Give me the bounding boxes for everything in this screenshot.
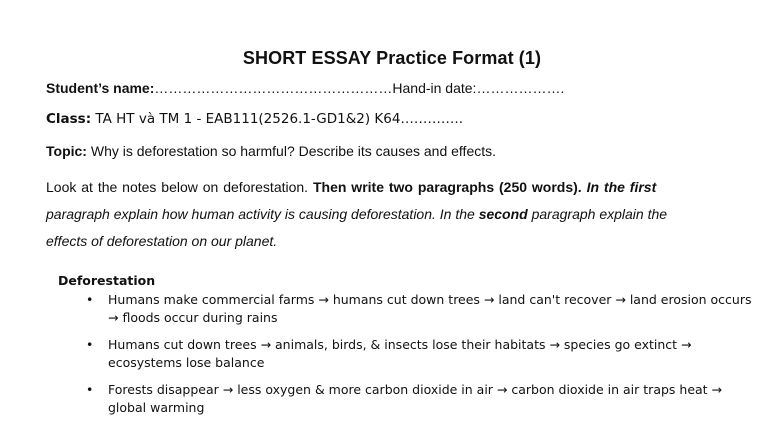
- note-text: Humans cut down trees → animals, birds, & insects lose their habitats → species go extinct → ecosystems lose balance: [108, 337, 692, 370]
- instruction-line-1: [46, 179, 766, 195]
- hand-in-date-label: Hand-in date:: [392, 80, 477, 96]
- list-item: [58, 381, 758, 417]
- notes-list: [58, 291, 758, 417]
- note-text: Forests disappear → less oxygen & more carbon dioxide in air → carbon dioxide in air traps heat → global warming: [108, 382, 723, 415]
- list-item: [58, 336, 758, 372]
- class-label: Class:: [46, 111, 92, 127]
- instruction-line-3: effects of deforestation on our planet.: [46, 233, 278, 249]
- instruction-line-2c: paragraph explain the: [527, 206, 668, 222]
- topic-value: Why is deforestation so harmful? Describe its causes and effects.: [90, 143, 497, 159]
- notes-heading: Deforestation: [58, 273, 156, 288]
- student-name-label: Student’s name:: [46, 80, 155, 96]
- instruction-line-2a: paragraph explain how human activity is causing deforestation. In the: [46, 206, 479, 222]
- bullet-icon: •: [86, 292, 94, 307]
- bullet-icon: •: [86, 337, 94, 352]
- topic-line: [46, 143, 496, 159]
- hand-in-date-blank: ……………….: [476, 80, 565, 96]
- deforestation-notes: [58, 273, 758, 426]
- instruction-part-1: Look at the notes below on deforestation.: [46, 179, 313, 195]
- topic-label: Topic:: [46, 143, 87, 159]
- list-item: [58, 291, 758, 327]
- note-text: Humans make commercial farms → humans cut down trees → land can't recover → land erosion occurs → floods occur during rains: [108, 292, 752, 325]
- instruction-line-2b: second: [478, 206, 528, 222]
- student-name-line: [46, 80, 564, 96]
- student-name-blank: ……………………………………………: [154, 80, 393, 96]
- instruction-line-2: [46, 206, 766, 222]
- class-line: [46, 111, 463, 127]
- document-title: SHORT ESSAY Practice Format (1): [242, 48, 542, 68]
- instruction-part-3: In the first: [581, 179, 657, 195]
- bullet-icon: •: [86, 382, 94, 397]
- class-value: TA HT và TM 1 - EAB111(2526.1-GD1&2) K64…………..: [95, 111, 464, 127]
- instruction-part-2: Then write two paragraphs (250 words).: [312, 179, 582, 195]
